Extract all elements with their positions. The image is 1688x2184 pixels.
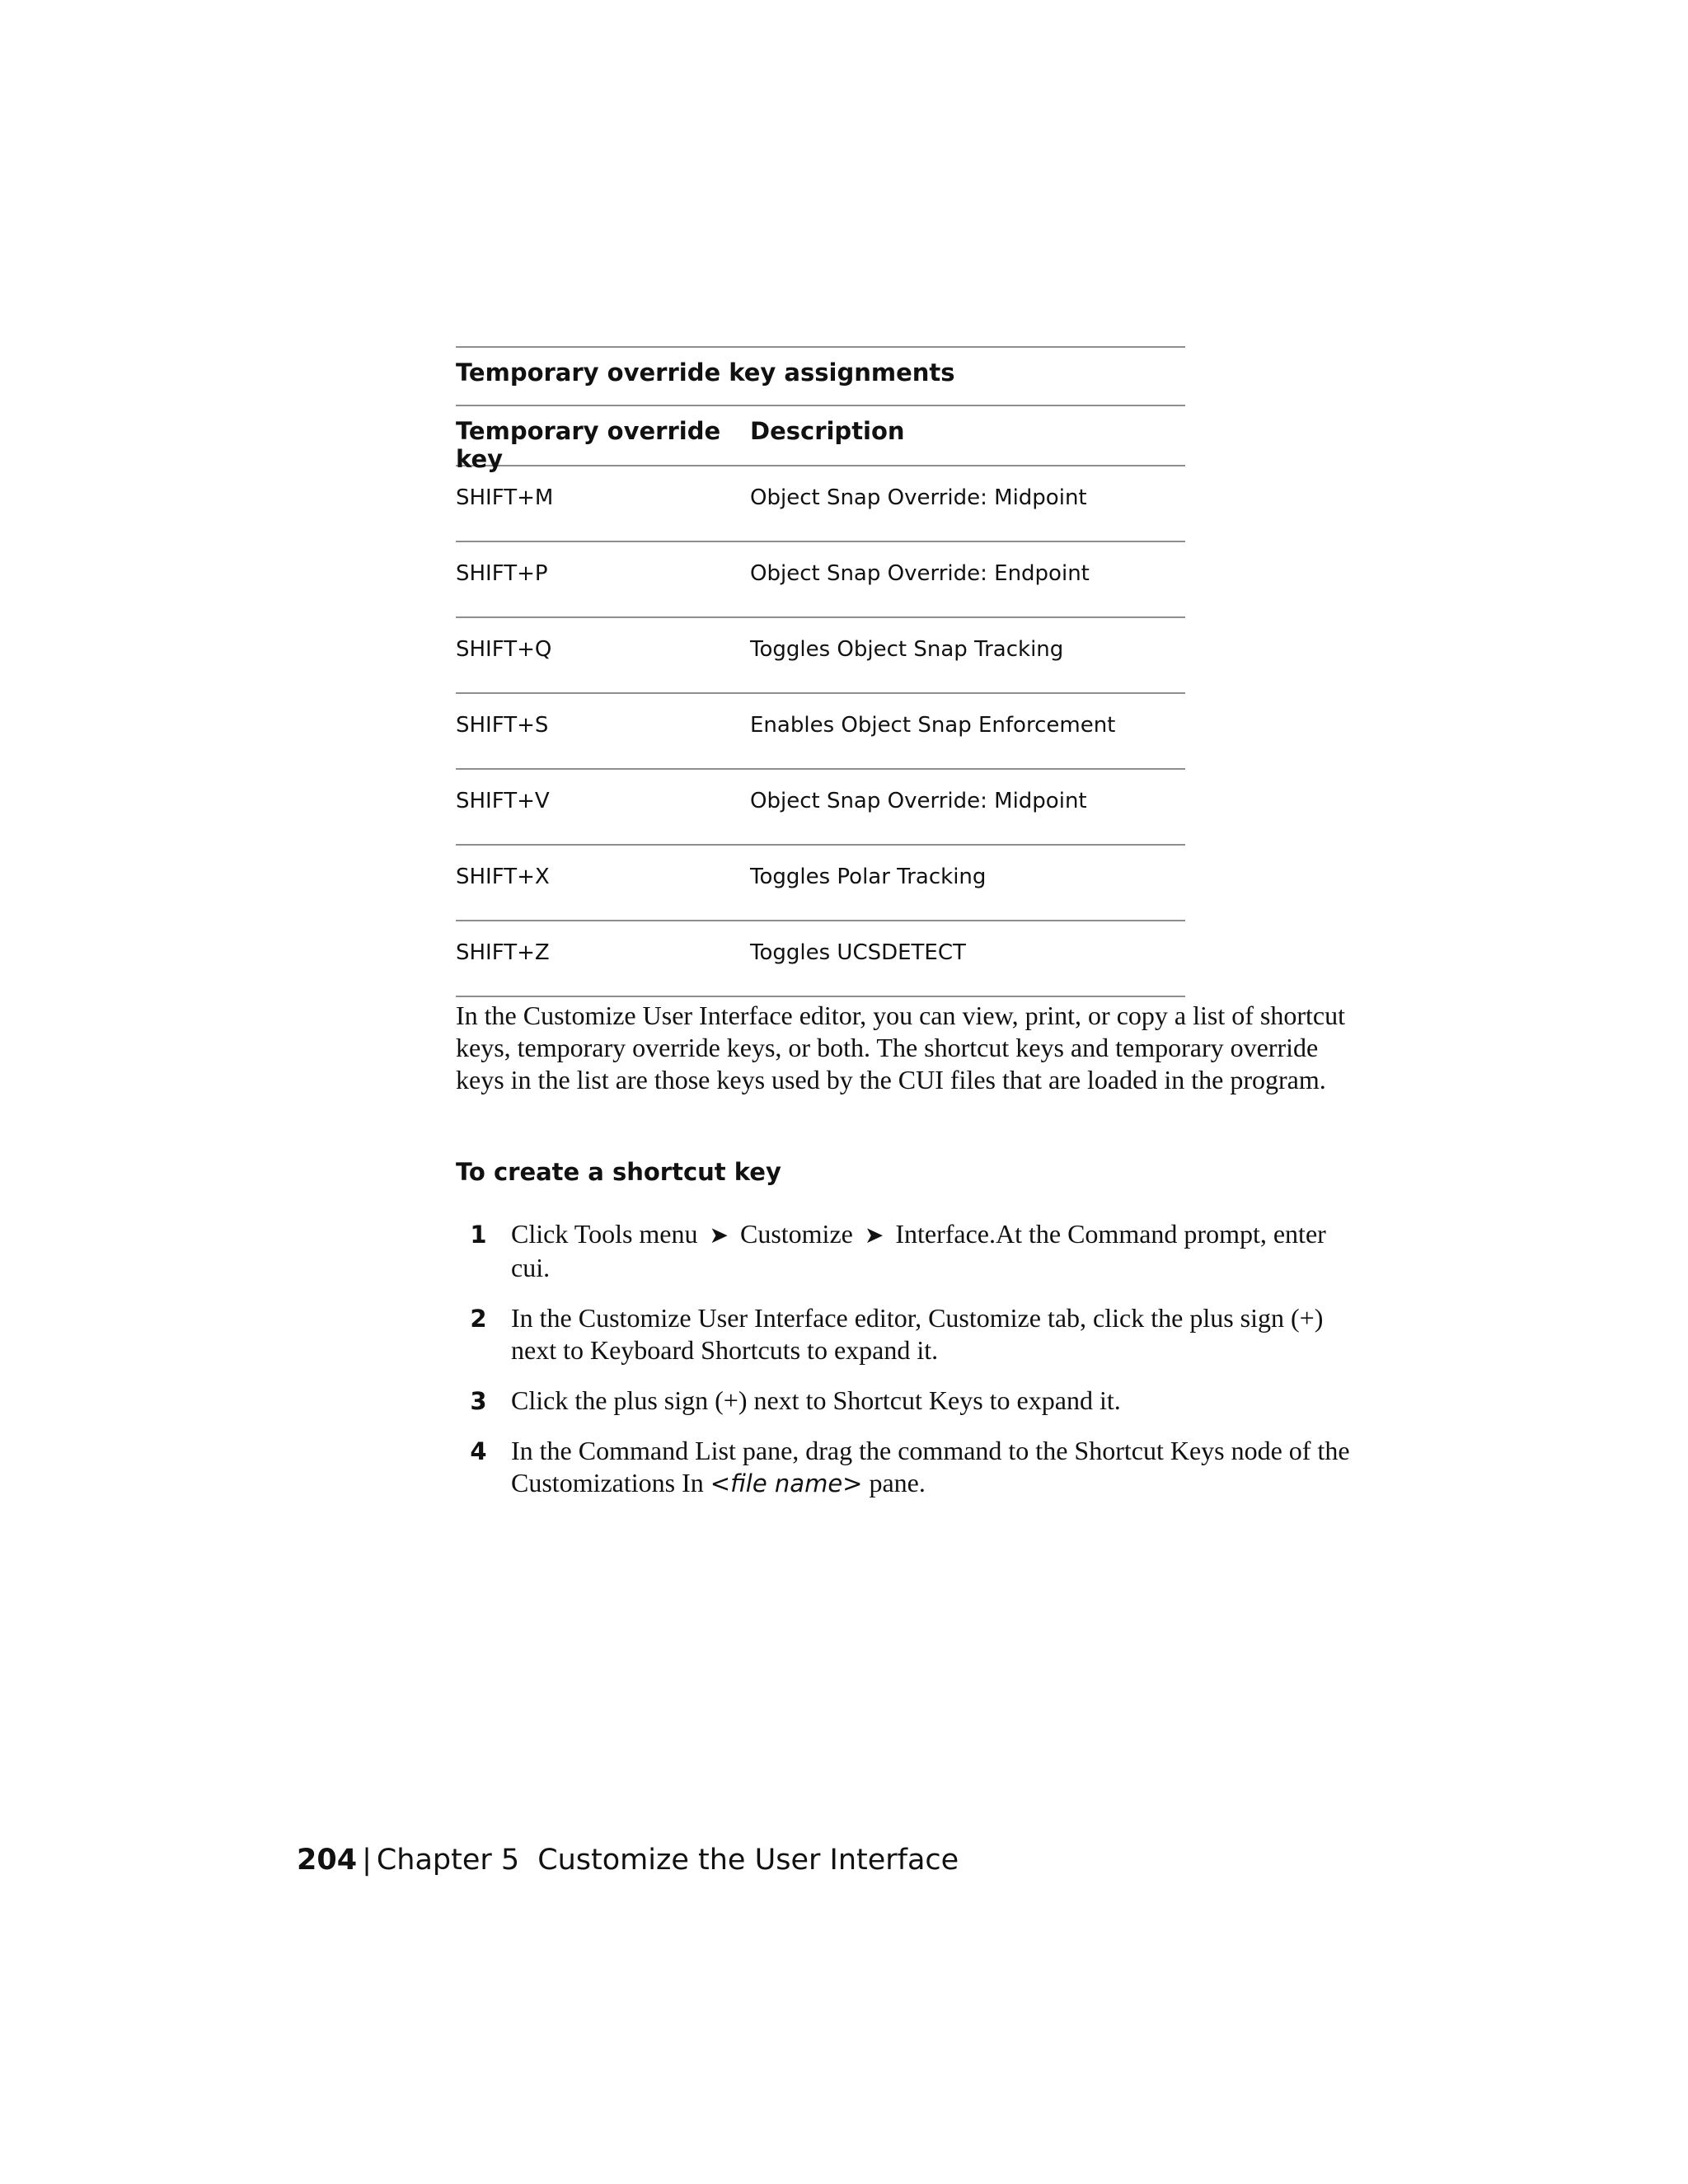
row-description: Object Snap Override: Midpoint [750, 789, 1087, 813]
override-key-table [456, 346, 1185, 997]
header-description: Description [750, 417, 905, 445]
step-text: In the Customize User Interface editor, Customize tab, click the plus sign (+) next to Keyboard Shortcuts to expand it. [511, 1303, 1324, 1365]
step-text-part: pane. [862, 1468, 926, 1497]
table-row [456, 466, 1185, 541]
page-footer [297, 1844, 959, 1877]
table-row [456, 694, 1185, 768]
table-row [456, 846, 1185, 920]
step-text-part: In the Command List pane, drag the command to the Shortcut Keys node of the Customizations In [511, 1436, 1350, 1497]
row-key: SHIFT+M [456, 485, 554, 510]
table-row [456, 542, 1185, 616]
table-header-row [456, 406, 1185, 473]
row-key: SHIFT+Q [456, 637, 552, 662]
step-number: 1 [470, 1221, 487, 1249]
step-text-part: Customize [739, 1219, 853, 1249]
row-description: Enables Object Snap Enforcement [750, 713, 1116, 738]
header-key: Temporary override key [456, 417, 721, 473]
table-bottom-rule [456, 996, 1185, 997]
table-row [456, 921, 1185, 996]
page-number: 204 [297, 1844, 358, 1877]
step-number: 4 [470, 1437, 487, 1465]
arrow-right-icon: ➤ [709, 1223, 729, 1249]
file-name-placeholder: <file name> [710, 1469, 863, 1497]
row-key: SHIFT+Z [456, 940, 550, 965]
row-key: SHIFT+P [456, 561, 548, 586]
procedure-title: To create a shortcut key [456, 1158, 781, 1186]
step-number: 2 [470, 1305, 487, 1333]
arrow-right-icon: ➤ [864, 1223, 884, 1249]
footer-separator: | [362, 1844, 372, 1877]
row-key: SHIFT+V [456, 789, 550, 813]
row-key: SHIFT+S [456, 713, 549, 738]
row-description: Object Snap Override: Endpoint [750, 561, 1090, 586]
row-description: Toggles UCSDETECT [750, 940, 966, 965]
row-key: SHIFT+X [456, 865, 550, 889]
step-text [511, 1218, 1354, 1284]
step-number: 3 [470, 1387, 487, 1415]
procedure-steps [456, 1218, 1354, 1518]
row-description: Object Snap Override: Midpoint [750, 485, 1087, 510]
step-text [511, 1435, 1354, 1500]
chapter-label: Chapter 5 [376, 1844, 520, 1877]
list-item [456, 1302, 1354, 1366]
step-text-part: Click Tools menu [511, 1219, 698, 1249]
table-title: Temporary override key assignments [456, 359, 955, 387]
step-text-part: Interface.At the Command prompt, enter cui. [511, 1219, 1326, 1282]
table-row [456, 770, 1185, 844]
step-text: Click the plus sign (+) next to Shortcut Keys to expand it. [511, 1385, 1121, 1415]
table-row [456, 618, 1185, 692]
row-description: Toggles Polar Tracking [750, 865, 987, 889]
list-item [456, 1385, 1354, 1417]
list-item [456, 1218, 1354, 1284]
chapter-title: Customize the User Interface [537, 1844, 959, 1877]
row-description: Toggles Object Snap Tracking [750, 637, 1064, 662]
list-item [456, 1435, 1354, 1500]
body-paragraph: In the Customize User Interface editor, you can view, print, or copy a list of shortcut keys, temporary override keys, or both. The shortcut keys and temporary override keys in the list are those keys used by the CUI files that are loaded in the program. [456, 1001, 1345, 1094]
